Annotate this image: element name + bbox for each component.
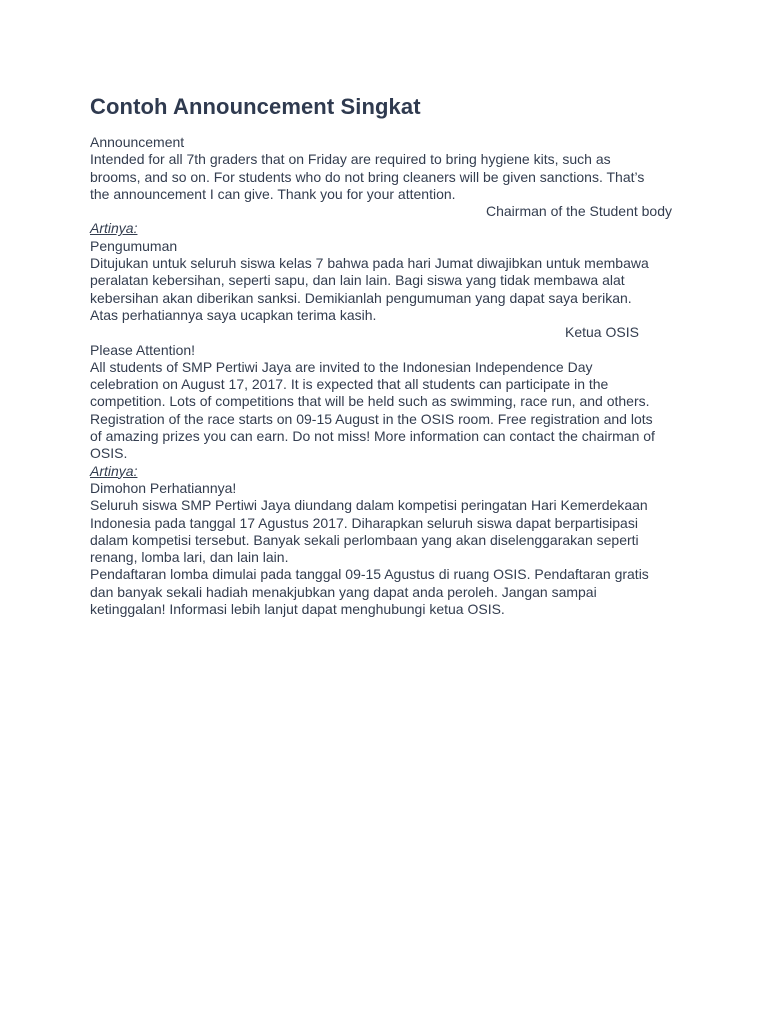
translation-body <box>90 255 682 324</box>
body-line: celebration on August 17, 2017. It is expected that all students can participate in the <box>90 376 609 393</box>
signature: Chairman of the Student body <box>486 203 673 220</box>
body-line: All students of SMP Pertiwi Jaya are invited to the Indonesian Independence Day <box>90 358 593 375</box>
body-line: Intended for all 7th graders that on Friday are required to bring hygiene kits, such as <box>90 151 611 168</box>
body-line: Indonesia pada tanggal 17 Agustus 2017. Diharapkan seluruh siswa dapat berpartisipasi <box>90 514 638 531</box>
body-line: OSIS. <box>90 445 128 462</box>
translation-section-1 <box>90 220 682 341</box>
section-heading: Announcement <box>90 134 185 150</box>
translation-label: Artinya: <box>90 220 138 237</box>
body-line: dalam kompetisi tersebut. Banyak sekali perlombaan yang akan diselenggarakan seperti <box>90 531 639 548</box>
announcement-body <box>90 359 682 463</box>
announcement-body <box>90 151 682 203</box>
signature: Ketua OSIS <box>565 324 639 341</box>
body-line: Atas perhatiannya saya ucapkan terima kasih. <box>90 306 377 323</box>
section-heading: Pengumuman <box>90 237 178 254</box>
body-line: renang, lomba lari, dan lain lain. <box>90 549 289 566</box>
body-line: ketinggalan! Informasi lebih lanjut dapat menghubungi ketua OSIS. <box>90 601 505 618</box>
section-heading: Please Attention! <box>90 341 196 358</box>
translation-label: Artinya: <box>90 462 138 479</box>
body-line: Seluruh siswa SMP Pertiwi Jaya diundang dalam kompetisi peringatan Hari Kemerdekaan <box>90 497 648 514</box>
translation-body <box>90 497 682 618</box>
body-line: the announcement I can give. Thank you for your attention. <box>90 185 456 202</box>
translation-section-2 <box>90 463 682 619</box>
announcement-section-2 <box>90 342 682 463</box>
body-line: brooms, and so on. For students who do not bring cleaners will be given sanctions. That’s <box>90 168 645 185</box>
body-line: Pendaftaran lomba dimulai pada tanggal 09-15 Agustus di ruang OSIS. Pendaftaran gratis <box>90 566 649 583</box>
body-line: dan banyak sekali hadiah menakjubkan yang dapat anda peroleh. Jangan sampai <box>90 583 597 600</box>
body-line: peralatan kebersihan, seperti sapu, dan lain lain. Bagi siswa yang tidak membawa alat <box>90 272 625 289</box>
body-line: Ditujukan untuk seluruh siswa kelas 7 bahwa pada hari Jumat diwajibkan untuk membawa <box>90 255 649 272</box>
document-title: Contoh Announcement Singkat <box>90 94 421 119</box>
body-line: competition. Lots of competitions that will be held such as swimming, race run, and others. <box>90 393 650 410</box>
document-content <box>90 92 682 618</box>
body-line: Registration of the race starts on 09-15 August in the OSIS room. Free registration and lots <box>90 410 653 427</box>
announcement-section-1 <box>90 134 682 220</box>
body-line: kebersihan akan diberikan sanksi. Demikianlah pengumuman yang dapat saya berikan. <box>90 289 632 306</box>
body-line: of amazing prizes you can earn. Do not miss! More information can contact the chairman of <box>90 428 655 445</box>
section-heading: Dimohon Perhatiannya! <box>90 479 237 496</box>
